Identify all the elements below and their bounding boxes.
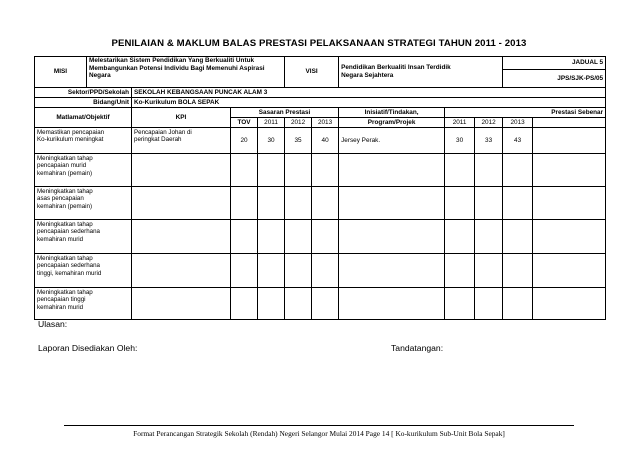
visi-line-1: Pendidikan Berkualiti Insan Terdidik <box>341 64 451 72</box>
page-footer: Format Perancangan Strategik Sekolah (Rendah) Negeri Selangor Mulai 2014 Page 14 [ Ko-kurikulum Sub-Unit Bola Sepak] <box>133 429 505 438</box>
table-row-tov: 20 <box>231 128 258 154</box>
sektor-label: Sektor/PPD/Sekolah <box>35 88 132 98</box>
table-row-kpi: Pencapaian Johan di peringkat Daerah <box>132 128 231 154</box>
tandatangan-label: Tandatangan: <box>391 343 444 353</box>
misi-line-1: Melestarikan Sistem Pendidikan Yang Berkualiti Untuk <box>89 57 255 64</box>
header-matlamat: Matlamat/Objektif <box>35 108 132 128</box>
jadual-code: JPS/SJK-PS/05 <box>503 70 606 88</box>
visi-line-2: Negara Sejahtera <box>341 72 394 79</box>
footer-divider <box>64 425 574 426</box>
table-row-objektif: Meningkatkan tahap pencapaian tinggi kemahiran murid <box>35 288 132 320</box>
header-tov: TOV <box>231 118 258 128</box>
table-row-sasaran-2012: 35 <box>285 128 312 154</box>
sektor-value: SEKOLAH KEBANGSAAN PUNCAK ALAM 3 <box>132 88 606 98</box>
header-prestasi-2011: 2011 <box>445 118 475 128</box>
header-sasaran: Sasaran Prestasi <box>231 108 339 118</box>
header-sasaran-2011: 2011 <box>258 118 285 128</box>
header-inisiatif-1: Inisiatif/Tindakan, <box>339 108 445 118</box>
page-title: PENILAIAN & MAKLUM BALAS PRESTASI PELAKSANAAN STRATEGI TAHUN 2011 - 2013 <box>111 38 527 49</box>
header-sasaran-2013: 2013 <box>312 118 339 128</box>
table-row-prestasi-2012: 33 <box>475 128 503 154</box>
header-kpi: KPI <box>132 108 231 128</box>
table-row-objektif: Meningkatkan tahap pencapaian sederhana kemahiran murid <box>35 220 132 254</box>
header-inisiatif-2: Program/Projek <box>339 118 445 128</box>
table-row-prestasi-2013: 43 <box>503 128 533 154</box>
misi-label: MISI <box>35 57 87 88</box>
ulasan-label: Ulasan: <box>38 319 68 329</box>
table-row-prestasi-2011: 30 <box>445 128 475 154</box>
table-row-objektif: Memastikan pencapaian Ko-kurikulum meningkat <box>35 128 132 154</box>
header-prestasi-2012: 2012 <box>475 118 503 128</box>
table-row-sasaran-2013: 40 <box>312 128 339 154</box>
table-row-objektif: Meningkatkan tahap pencapaian murid kemahiran (pemain) <box>35 154 132 187</box>
table-row-objektif: Meningkatkan tahap pencapaian sederhana tinggi, kemahiran murid <box>35 254 132 288</box>
table-row-inisiatif: Jersey Perak. <box>339 128 445 154</box>
table-row-blank <box>533 128 606 154</box>
header-prestasi: Prestasi Sebenar <box>445 108 606 118</box>
misi-line-3: Negara <box>89 72 111 80</box>
table-row-sasaran-2011: 30 <box>258 128 285 154</box>
bidang-value: Ko-Kurikulum BOLA SEPAK <box>132 98 606 108</box>
jadual-label: JADUAL 5 <box>503 57 606 70</box>
misi-text <box>87 57 285 88</box>
header-prestasi-blank <box>533 118 606 128</box>
visi-text <box>339 57 503 88</box>
bidang-label: Bidang/Unit <box>35 98 132 108</box>
visi-label: VISI <box>285 57 339 88</box>
strategy-form-table <box>34 56 606 320</box>
table-row-objektif: Meningkatkan tahap asas pencapaian kemahiran (pemain) <box>35 187 132 220</box>
header-prestasi-2013: 2013 <box>503 118 533 128</box>
laporan-label: Laporan Disediakan Oleh: <box>38 343 138 353</box>
header-sasaran-2012: 2012 <box>285 118 312 128</box>
misi-line-2: Membangunkan Potensi Individu Bagi Memenuhi Aspirasi <box>89 64 265 72</box>
